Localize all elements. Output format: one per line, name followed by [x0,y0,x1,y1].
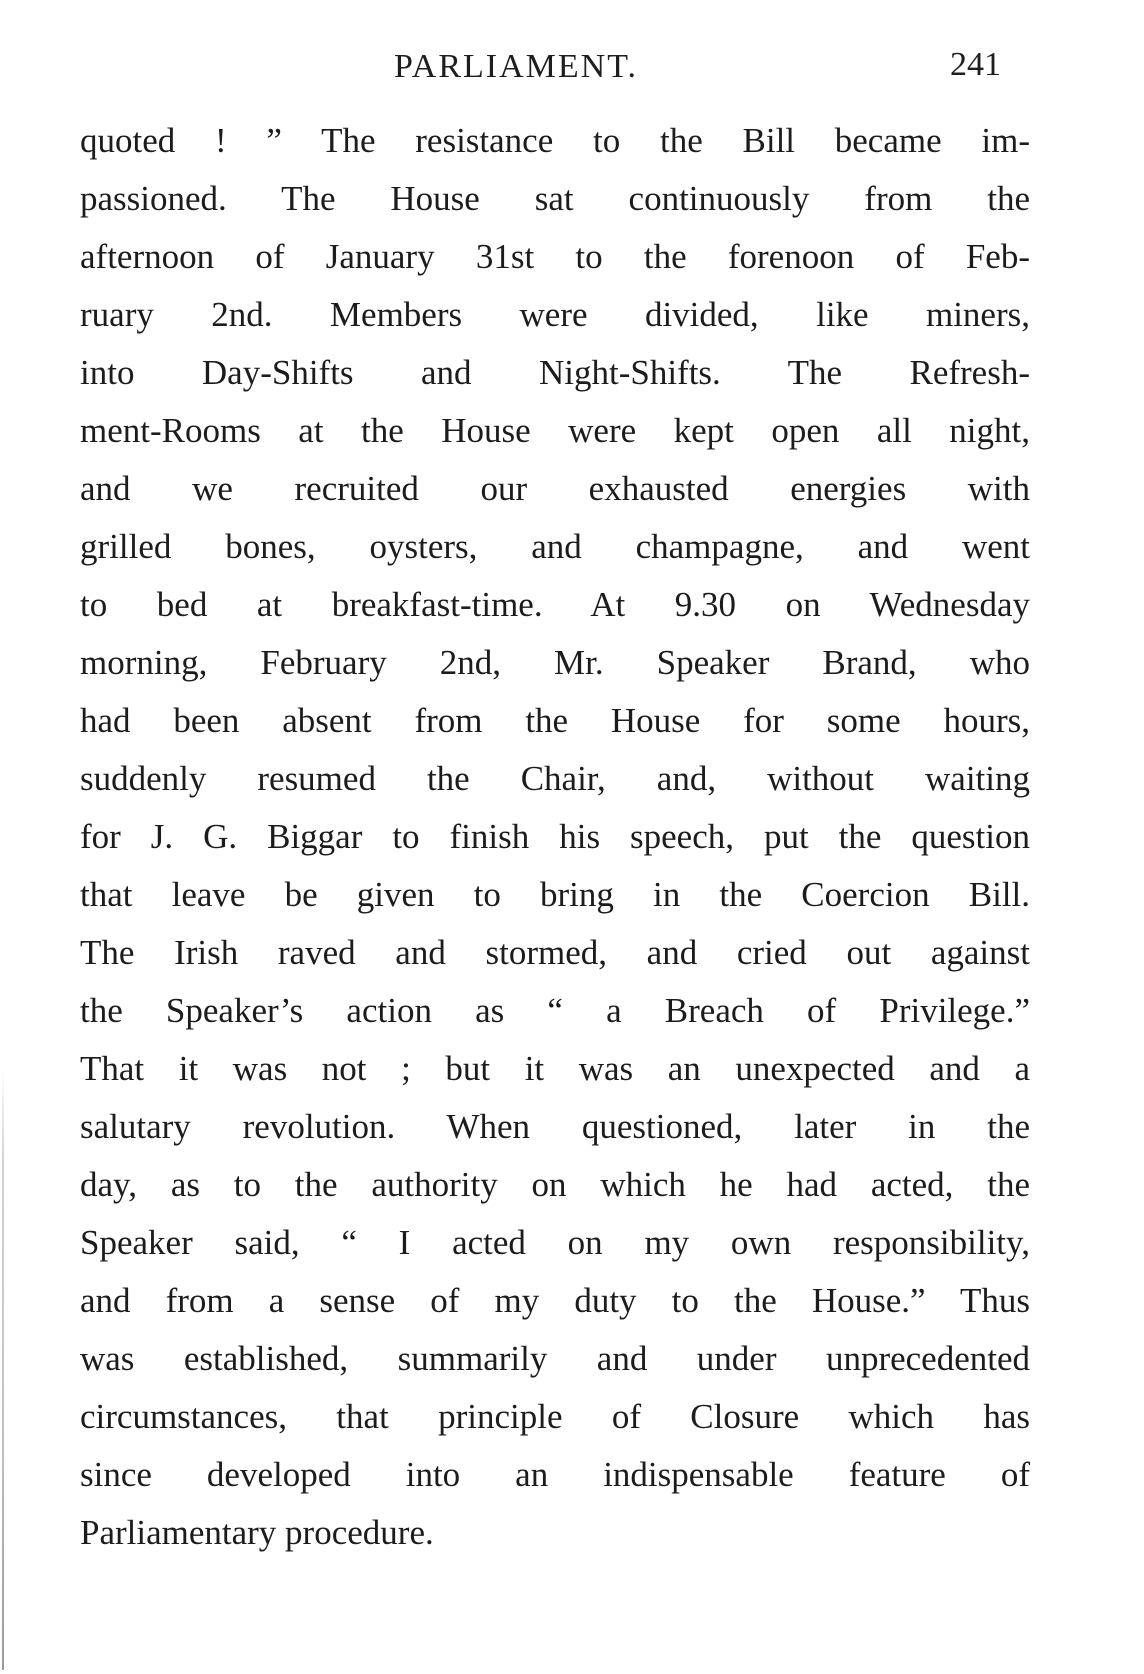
text-line: the Speaker’s action as “ a Breach of Privilege.” [80,991,1030,1030]
text-line: ment-Rooms at the House were kept open all night, [80,411,1030,450]
page-edge-shadow [2,1070,4,1670]
text-line: That it was not ; but it was an unexpected and a [80,1049,1030,1088]
text-line: and we recruited our exhausted energies with [80,469,1030,508]
text-line: Speaker said, “ I acted on my own responsibility, [80,1223,1030,1262]
text-line: The Irish raved and stormed, and cried out against [80,933,1030,972]
text-line: ruary 2nd. Members were divided, like miners, [80,295,1030,334]
text-line: salutary revolution. When questioned, later in the [80,1107,1030,1146]
body-paragraph [80,112,1030,1562]
text-line-final: Parliamentary procedure. [80,1513,434,1552]
text-line: afternoon of January 31st to the forenoon of Feb- [80,237,1030,276]
text-line: passioned. The House sat continuously from the [80,179,1030,218]
page-header [0,42,1144,102]
text-line: into Day-Shifts and Night-Shifts. The Refresh- [80,353,1030,392]
text-line: day, as to the authority on which he had acted, the [80,1165,1030,1204]
text-line: to bed at breakfast-time. At 9.30 on Wednesday [80,585,1030,624]
text-line: morning, February 2nd, Mr. Speaker Brand, who [80,643,1030,682]
text-line: that leave be given to bring in the Coercion Bill. [80,875,1030,914]
text-line: had been absent from the House for some hours, [80,701,1030,740]
text-line: was established, summarily and under unprecedented [80,1339,1030,1378]
text-line: circumstances, that principle of Closure which has [80,1397,1030,1436]
text-line: for J. G. Biggar to finish his speech, put the question [80,817,1030,856]
running-title: PARLIAMENT. [394,48,638,85]
text-line: suddenly resumed the Chair, and, without waiting [80,759,1030,798]
text-line: quoted ! ” The resistance to the Bill became im- [80,121,1030,160]
text-line: and from a sense of my duty to the House.” Thus [80,1281,1030,1320]
text-line: grilled bones, oysters, and champagne, and went [80,527,1030,566]
page-number: 241 [950,46,1001,83]
text-line: since developed into an indispensable feature of [80,1455,1030,1494]
